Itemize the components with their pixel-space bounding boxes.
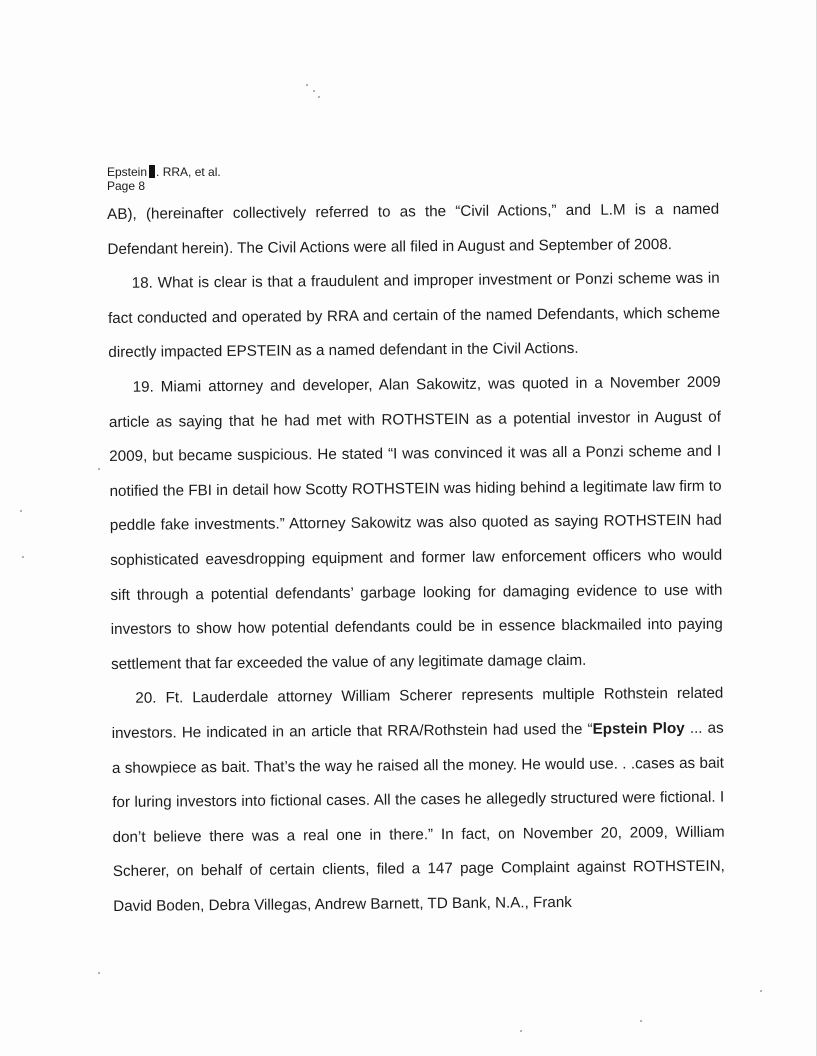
page-number: Page 8 [107,179,146,193]
body-text [107,193,725,925]
scan-speck [20,510,22,512]
case-caption-prefix: Epstein [107,165,148,179]
paragraph-20-rest: ... as a showpiece as bait. That’s the way he raised all the money. He would use. . .cases as bait for luring investors into fictional cases. All the cases he allegedly structured were fictional. I don’t believe there was a real one in there.” In fact, on November 20, 2009, William Scherer, on behalf of certain clients, filed a 147 page Complaint against ROTHSTEIN, David Boden, Debra Villegas, Andrew Barnett, TD Bank, N.A., Frank [111,719,725,915]
scan-speck [760,990,762,992]
paragraph-20-lead: 20. Ft. Lauderdale attorney William Scherer represents multiple Rothstein related investors. He indicated in an article that RRA/Rothstein had used the “ [111,684,724,742]
case-caption [107,165,221,179]
scan-speck [640,1020,642,1022]
scan-speck [313,90,315,92]
case-caption-suffix: . RRA, et al. [156,165,221,179]
redaction-mark [149,165,155,178]
scan-speck [98,468,100,470]
scan-speck [306,84,308,86]
scan-speck [98,972,100,974]
scan-speck [520,1030,522,1032]
scan-speck [22,556,24,558]
page-header [107,165,221,193]
scan-speck [318,96,320,98]
paragraph-19: 19. Miami attorney and developer, Alan Sakowitz, was quoted in a November 2009 article as saying that he had met with ROTHSTEIN as a potential investor in August of 2009, but became suspicious. He stated “I was convinced it was all a Ponzi scheme and I notified the FBI in detail how Scotty ROTHSTEIN was hiding behind a legitimate law firm to peddle fake investments.” Attorney Sakowitz was also quoted as saying ROTHSTEIN had sophisticated eavesdropping equipment and former law enforcement officers who would sift through a potential defendants’ garbage looking for damaging evidence to use with investors to show how potential defendants could be in essence blackmailed into paying settlement that far exceeded the value of any legitimate damage claim. [108,373,723,673]
paragraph-continuation: AB), (hereinafter collectively referred to as the “Civil Actions,” and L.M is a named Defendant herein). The Civil Actions were all filed in August and September of 2008. [107,200,720,258]
paragraph-20 [111,677,725,924]
epstein-ploy-emphasis: Epstein Ploy [592,719,685,738]
paragraph-18: 18. What is clear is that a fraudulent and improper investment or Ponzi scheme was in fact conducted and operated by RRA and certain of the named Defendants, which scheme directly impacted EPSTEIN as a named defendant in the Civil Actions. [107,269,721,362]
